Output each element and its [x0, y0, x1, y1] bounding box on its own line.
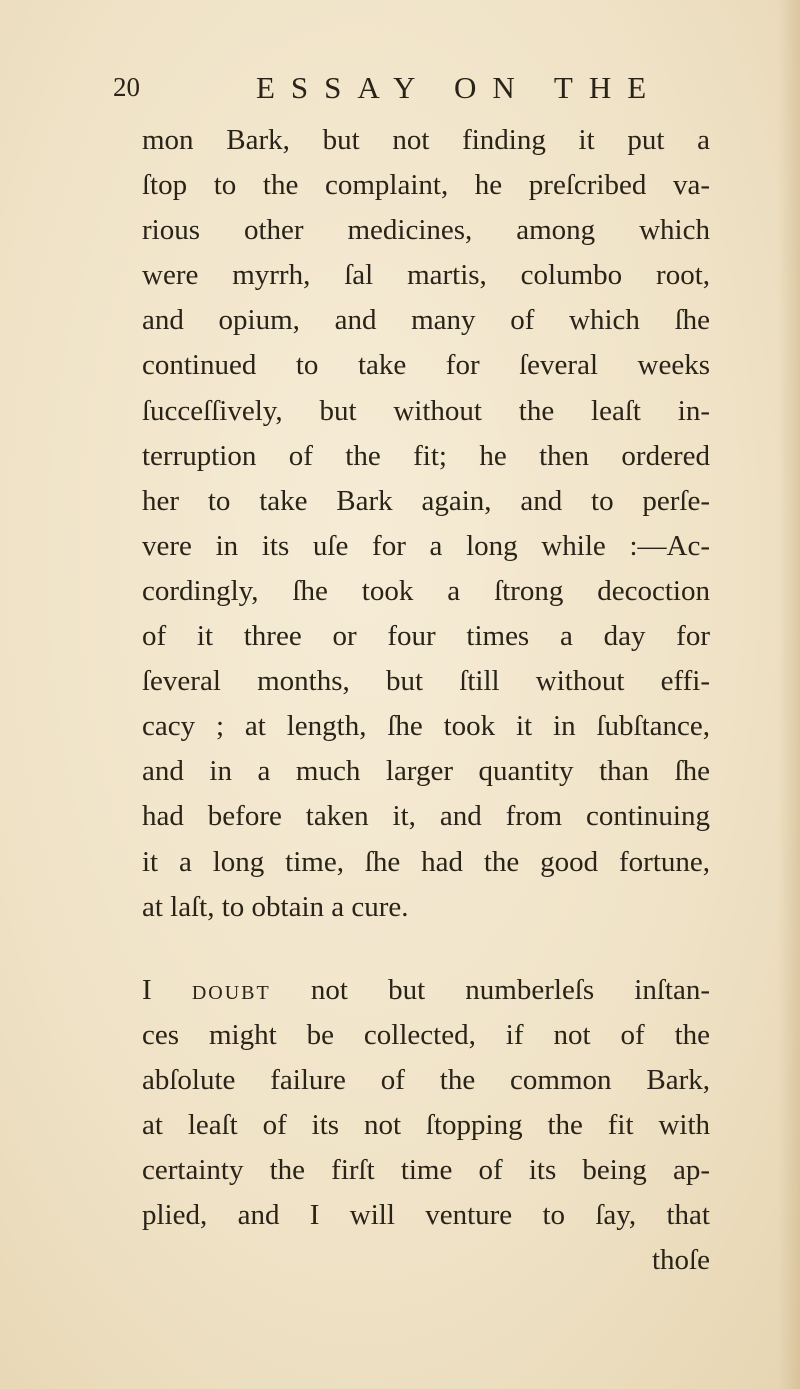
text-line: and opium, and many of which ſhe	[142, 304, 710, 337]
paragraph-gap	[142, 930, 710, 968]
text-line: continued to take for ſeveral weeks	[142, 349, 710, 382]
text-line: of it three or four times a day for	[142, 620, 710, 653]
text-line: her to take Bark again, and to perſe-	[142, 484, 710, 517]
text-line: were myrrh, ſal martis, columbo root,	[142, 259, 710, 292]
running-head: ESSAY ON THE	[256, 70, 663, 105]
text-line: mon Bark, but not finding it put a	[142, 124, 710, 156]
text-line: at leaſt of its not ſtopping the fit with	[142, 1108, 710, 1141]
text-line: ſtop to the complaint, he preſcribed va-	[142, 169, 710, 202]
body-text	[142, 118, 710, 1283]
initial-word: I	[142, 973, 152, 1006]
text-line: terruption of the fit; he then ordered	[142, 439, 710, 472]
catchword: thoſe	[652, 1244, 710, 1277]
text-line: vere in its uſe for a long while :—Ac-	[142, 529, 710, 562]
text-line: ſucceſſively, but without the leaſt in-	[142, 394, 710, 427]
text-line: plied, and I will venture to ſay, that	[142, 1199, 710, 1232]
page-edge-shadow	[778, 0, 800, 1389]
text-line: cacy ; at length, ſhe took it in ſubſtance,	[142, 710, 710, 743]
text-line: ſeveral months, but ſtill without effi-	[142, 665, 710, 698]
text-line: cordingly, ſhe took a ſtrong decoction	[142, 574, 710, 607]
text-line: rious other medicines, among which	[142, 214, 710, 247]
text-line-paragraph-start	[142, 968, 710, 1013]
text-line-paragraph-end: at laſt, to obtain a cure.	[142, 890, 409, 923]
page-number: 20	[113, 72, 140, 102]
smallcaps-word: doubt	[191, 973, 271, 1006]
text-line: abſolute failure of the common Bark,	[142, 1063, 710, 1096]
text-line: had before taken it, and from continuing	[142, 800, 710, 833]
text-line: ces might be collected, if not of the	[142, 1018, 710, 1051]
text-line: and in a much larger quantity than ſhe	[142, 755, 710, 788]
page-header	[113, 70, 673, 110]
text-line: certainty the firſt time of its being ap-	[142, 1154, 710, 1187]
text-line: it a long time, ſhe had the good fortune,	[142, 845, 710, 878]
first-line-rest: not but numberleſs inſtan-	[310, 973, 711, 1006]
